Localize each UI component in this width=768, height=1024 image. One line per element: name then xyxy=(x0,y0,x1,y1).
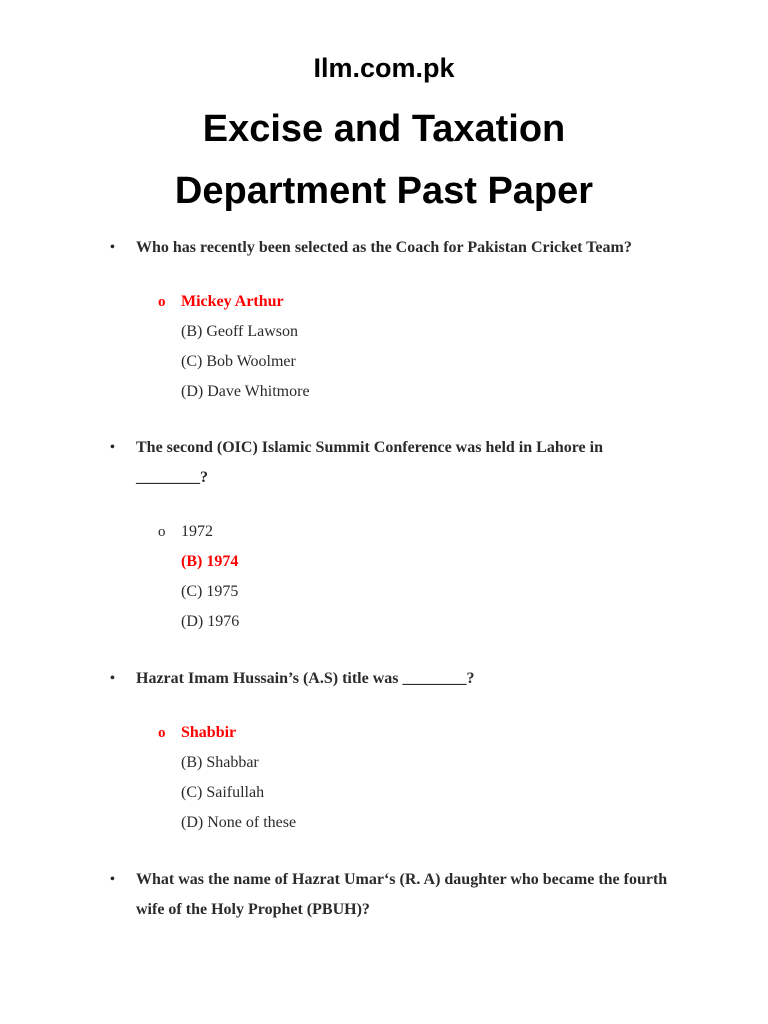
bullet-icon: • xyxy=(110,671,115,686)
question-3 xyxy=(110,664,670,694)
option-correct xyxy=(158,287,658,317)
option xyxy=(158,748,658,778)
option xyxy=(158,517,658,547)
option-text: (C) Saifullah xyxy=(181,784,265,801)
page-title xyxy=(0,98,768,222)
option-text: (B) Shabbar xyxy=(181,754,259,771)
question-1 xyxy=(110,233,670,263)
option-text: (D) 1976 xyxy=(181,613,240,630)
option-text: 1972 xyxy=(181,523,213,540)
question-text: Hazrat Imam Hussain’s (A.S) title was ________? xyxy=(136,670,475,687)
circle-bullet-icon: o xyxy=(158,725,166,741)
option xyxy=(158,607,658,637)
option xyxy=(158,577,658,607)
question-text: The second (OIC) Islamic Summit Conference was held in Lahore in ________? xyxy=(136,439,603,486)
circle-bullet-icon: o xyxy=(158,294,166,310)
option-text: (B) Geoff Lawson xyxy=(181,323,299,340)
options-1 xyxy=(158,287,658,407)
option-correct xyxy=(158,718,658,748)
option xyxy=(158,808,658,838)
title-line-2: Department Past Paper xyxy=(174,170,594,212)
circle-bullet-icon: o xyxy=(158,524,166,540)
site-name: Ilm.com.pk xyxy=(313,53,455,83)
option-correct xyxy=(158,547,658,577)
question-4 xyxy=(110,865,670,925)
option xyxy=(158,347,658,377)
option xyxy=(158,317,658,347)
option-text: Shabbir xyxy=(181,724,237,741)
option-text: (C) 1975 xyxy=(181,583,239,600)
bullet-icon: • xyxy=(110,240,115,255)
options-2 xyxy=(158,517,658,637)
question-text: What was the name of Hazrat Umar‘s (R. A) daughter who became the fourth wife of the Holy Prophet (PBUH)? xyxy=(136,871,668,918)
option xyxy=(158,778,658,808)
question-text: Who has recently been selected as the Coach for Pakistan Cricket Team? xyxy=(136,239,632,256)
option-text: Mickey Arthur xyxy=(181,293,284,310)
bullet-icon: • xyxy=(110,440,115,455)
option xyxy=(158,377,658,407)
options-3 xyxy=(158,718,658,838)
option-text: (D) Dave Whitmore xyxy=(181,383,310,400)
option-text: (B) 1974 xyxy=(181,553,239,570)
option-text: (D) None of these xyxy=(181,814,297,831)
bullet-icon: • xyxy=(110,872,115,887)
title-line-1: Excise and Taxation xyxy=(202,108,566,150)
option-text: (C) Bob Woolmer xyxy=(181,353,296,370)
question-2 xyxy=(110,433,670,493)
